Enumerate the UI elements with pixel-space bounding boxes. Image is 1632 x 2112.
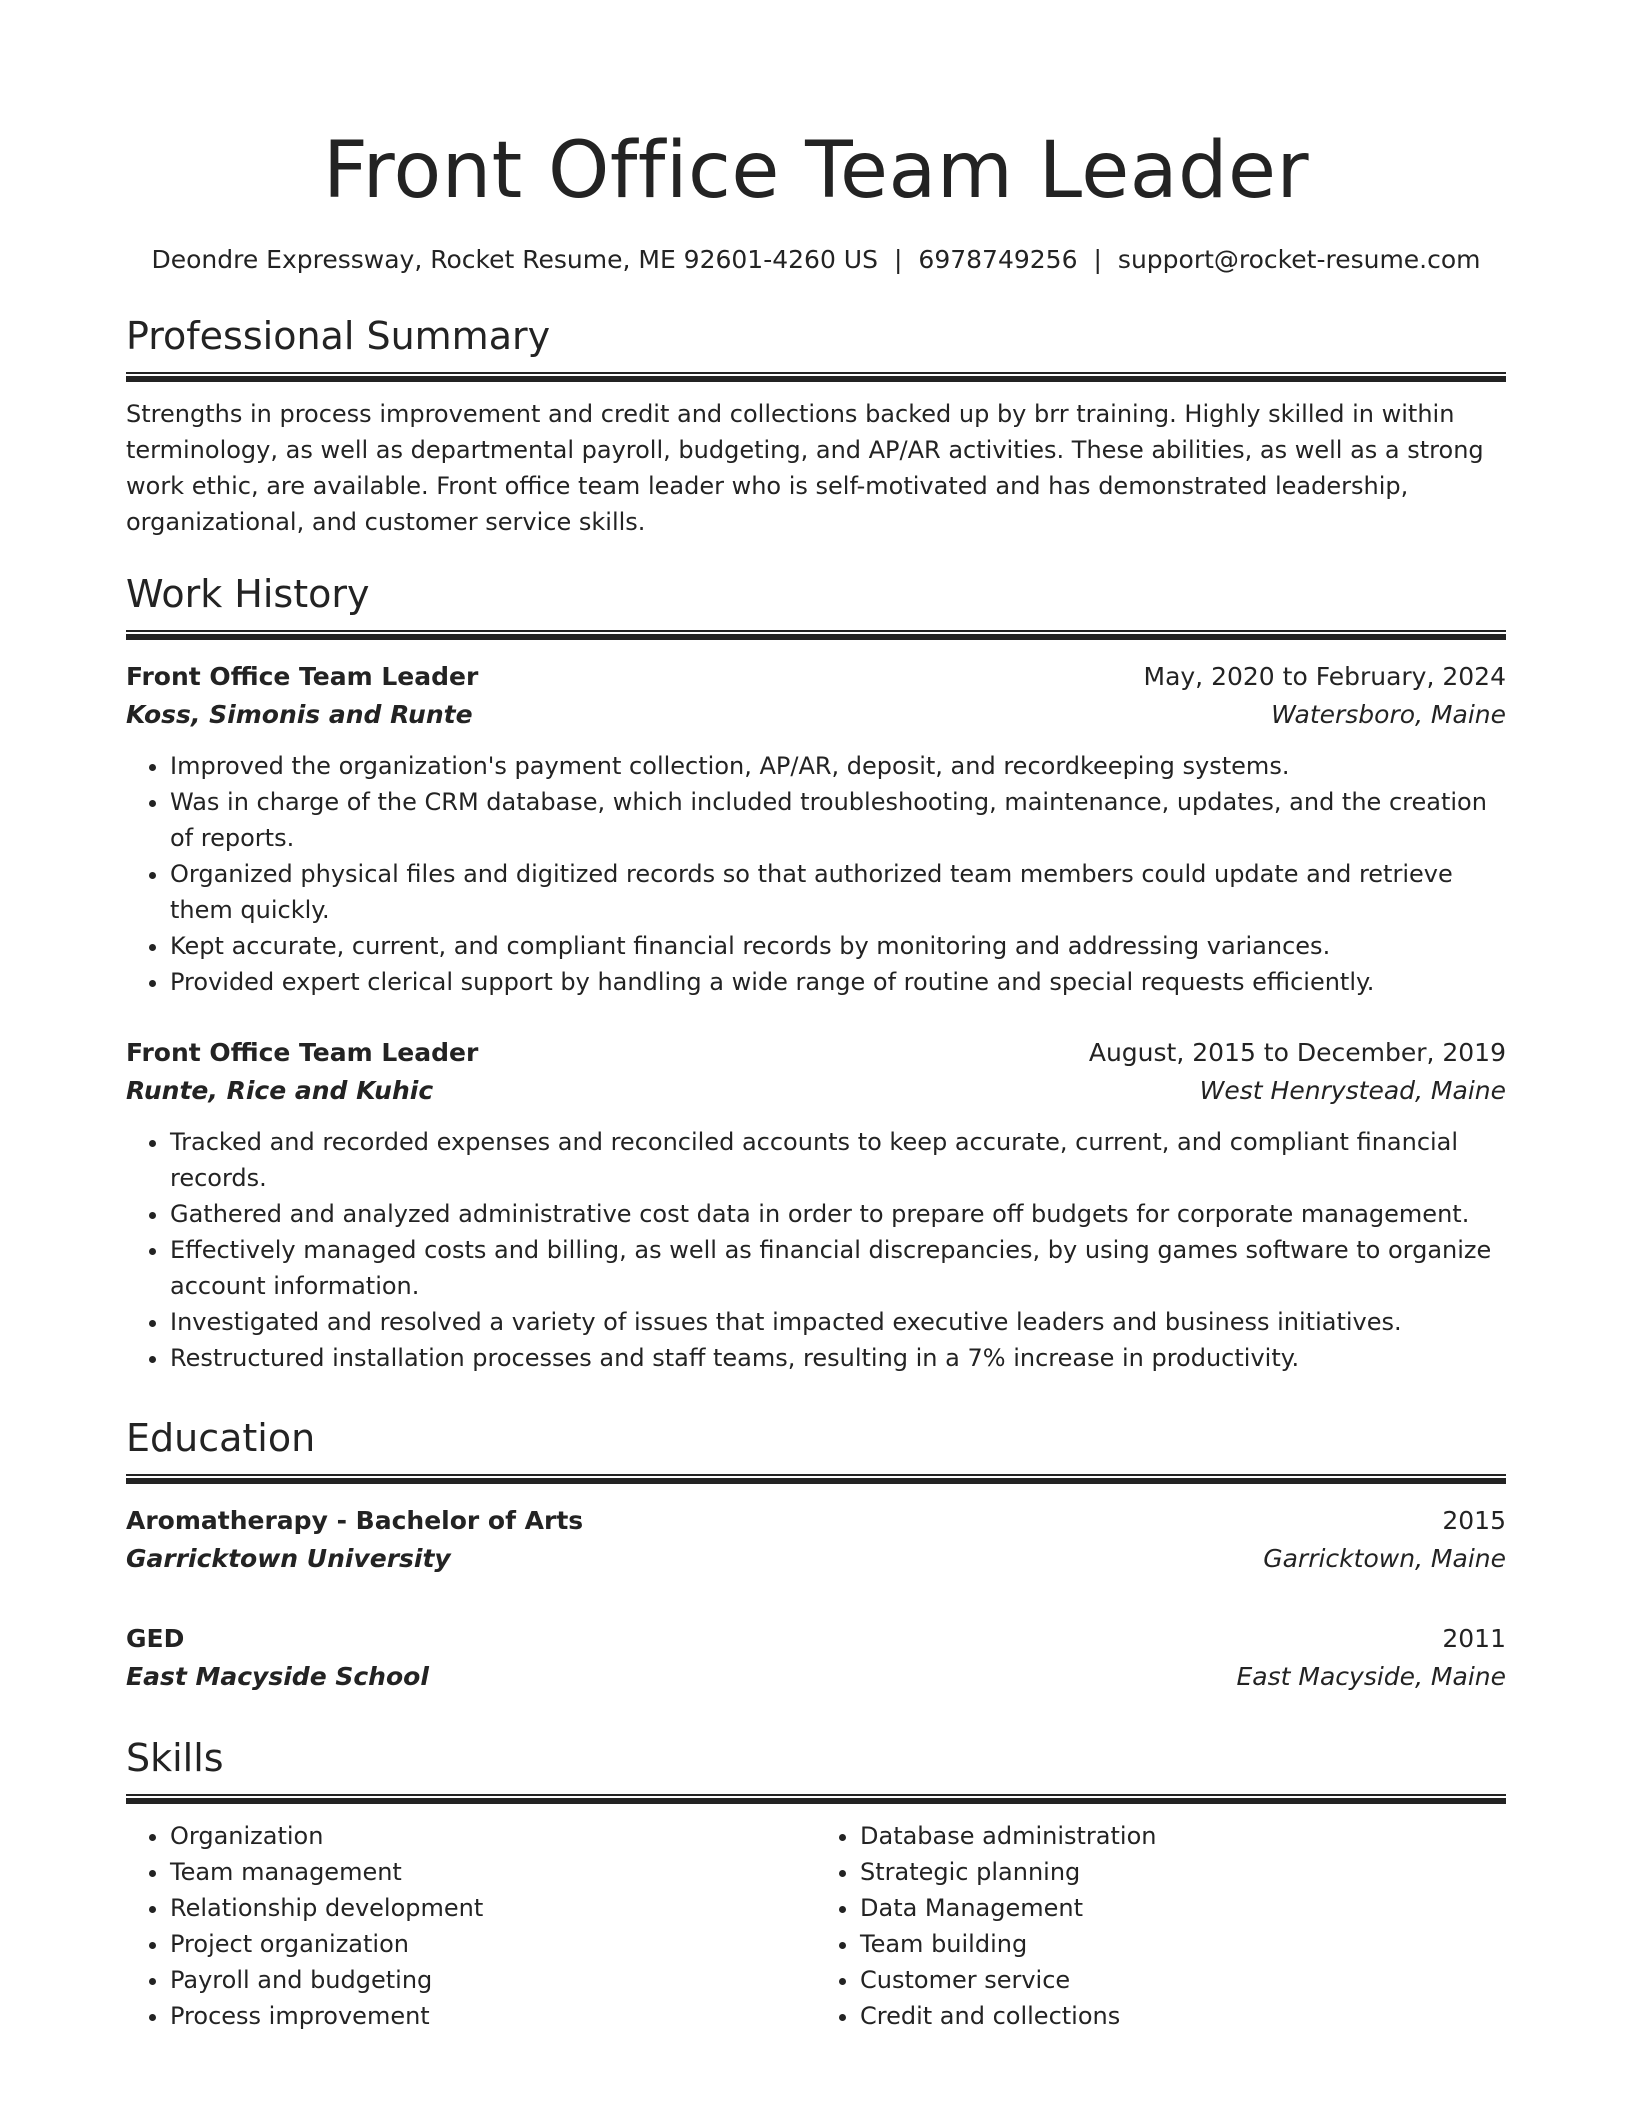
- job-dates: May, 2020 to February, 2024: [1143, 662, 1506, 691]
- education-header-row: [126, 1620, 1506, 1658]
- job-title: Front Office Team Leader: [126, 662, 479, 691]
- section-heading-work: Work History: [126, 572, 370, 616]
- job-company: Runte, Rice and Kuhic: [126, 1076, 434, 1105]
- education-section: [126, 1414, 1506, 1696]
- contact-line: [126, 244, 1506, 276]
- job-title: Front Office Team Leader: [126, 1038, 479, 1067]
- job-bullets: [126, 1124, 1506, 1376]
- skill-item: • Customer service: [860, 1962, 1506, 1998]
- skill-item: • Organization: [170, 1818, 816, 1854]
- skill-item: • Project organization: [170, 1926, 816, 1962]
- section-rule: [126, 372, 1506, 382]
- job-entry: [126, 1034, 1506, 1376]
- work-section: [126, 570, 1506, 1376]
- section-heading-education: Education: [126, 1416, 316, 1460]
- education-entry: [126, 1502, 1506, 1578]
- skill-item: • Database administration: [860, 1818, 1506, 1854]
- contact-phone: 6978749256: [918, 245, 1078, 274]
- education-year: 2011: [1442, 1624, 1506, 1653]
- job-bullet: • Provided expert clerical support by handling a wide range of routine and special requests efficiently.: [170, 964, 1506, 1000]
- education-entry: [126, 1620, 1506, 1696]
- job-bullet: • Was in charge of the CRM database, which included troubleshooting, maintenance, updates, and the creation of reports.: [170, 784, 1506, 856]
- job-bullets: [126, 748, 1506, 1000]
- education-degree: Aromatherapy - Bachelor of Arts: [126, 1506, 584, 1535]
- contact-separator: |: [893, 245, 903, 274]
- job-bullet: • Tracked and recorded expenses and reconciled accounts to keep accurate, current, and compliant financial records.: [170, 1124, 1506, 1196]
- summary-section: [126, 312, 1506, 540]
- job-bullet: • Gathered and analyzed administrative cost data in order to prepare off budgets for corporate management.: [170, 1196, 1506, 1232]
- section-heading-summary: Professional Summary: [126, 314, 551, 358]
- education-school-row: [126, 1658, 1506, 1696]
- job-bullet: • Investigated and resolved a variety of issues that impacted executive leaders and business initiatives.: [170, 1304, 1506, 1340]
- skills-list-right: [816, 1818, 1506, 2034]
- summary-text: Strengths in process improvement and credit and collections backed up by brr training. Highly skilled in within terminology, as well as departmental payroll, budgeting, and AP/AR activities. These abilities, as well as a strong work ethic, are available. Front office team leader who is self-motivated and has demonstrated leadership, organizational, and customer service skills.: [126, 400, 1484, 536]
- skill-item: • Team building: [860, 1926, 1506, 1962]
- education-school: East Macyside School: [126, 1662, 429, 1691]
- contact-address: Deondre Expressway, Rocket Resume, ME 92601-4260 US: [151, 245, 878, 274]
- skill-item: • Team management: [170, 1854, 816, 1890]
- skill-item: • Payroll and budgeting: [170, 1962, 816, 1998]
- education-year: 2015: [1442, 1506, 1506, 1535]
- section-heading-skills: Skills: [126, 1736, 224, 1780]
- education-school: Garricktown University: [126, 1544, 451, 1573]
- skills-list-left: [126, 1818, 816, 2034]
- job-bullet: • Restructured installation processes and staff teams, resulting in a 7% increase in productivity.: [170, 1340, 1506, 1376]
- job-location: Watersboro, Maine: [1271, 700, 1506, 729]
- skill-item: • Strategic planning: [860, 1854, 1506, 1890]
- job-header-row: [126, 658, 1506, 696]
- section-rule: [126, 1474, 1506, 1484]
- skill-item: • Credit and collections: [860, 1998, 1506, 2034]
- skills-section: [126, 1734, 1506, 2034]
- education-location: East Macyside, Maine: [1236, 1662, 1506, 1691]
- section-rule: [126, 1794, 1506, 1804]
- contact-email: support@rocket-resume.com: [1117, 245, 1481, 274]
- job-bullet: • Effectively managed costs and billing, as well as financial discrepancies, by using games software to organize account information.: [170, 1232, 1506, 1304]
- contact-separator: |: [1093, 245, 1102, 274]
- resume-name: Front Office Team Leader: [322, 126, 1310, 216]
- education-degree: GED: [126, 1624, 185, 1653]
- job-header-row: [126, 1034, 1506, 1072]
- section-rule: [126, 630, 1506, 640]
- job-bullet: • Kept accurate, current, and compliant financial records by monitoring and addressing variances.: [170, 928, 1506, 964]
- job-entry: [126, 658, 1506, 1000]
- job-company-row: [126, 1072, 1506, 1110]
- skill-item: • Relationship development: [170, 1890, 816, 1926]
- job-company: Koss, Simonis and Runte: [126, 700, 473, 729]
- job-location: West Henrystead, Maine: [1199, 1076, 1506, 1105]
- skill-item: • Data Management: [860, 1890, 1506, 1926]
- education-school-row: [126, 1540, 1506, 1578]
- skill-item: • Process improvement: [170, 1998, 816, 2034]
- education-header-row: [126, 1502, 1506, 1540]
- education-location: Garricktown, Maine: [1263, 1544, 1506, 1573]
- job-company-row: [126, 696, 1506, 734]
- job-bullet: • Improved the organization's payment collection, AP/AR, deposit, and recordkeeping systems.: [170, 748, 1506, 784]
- job-bullet: • Organized physical files and digitized records so that authorized team members could update and retrieve them quickly.: [170, 856, 1506, 928]
- skills-grid: [126, 1818, 1506, 2034]
- job-dates: August, 2015 to December, 2019: [1088, 1038, 1506, 1067]
